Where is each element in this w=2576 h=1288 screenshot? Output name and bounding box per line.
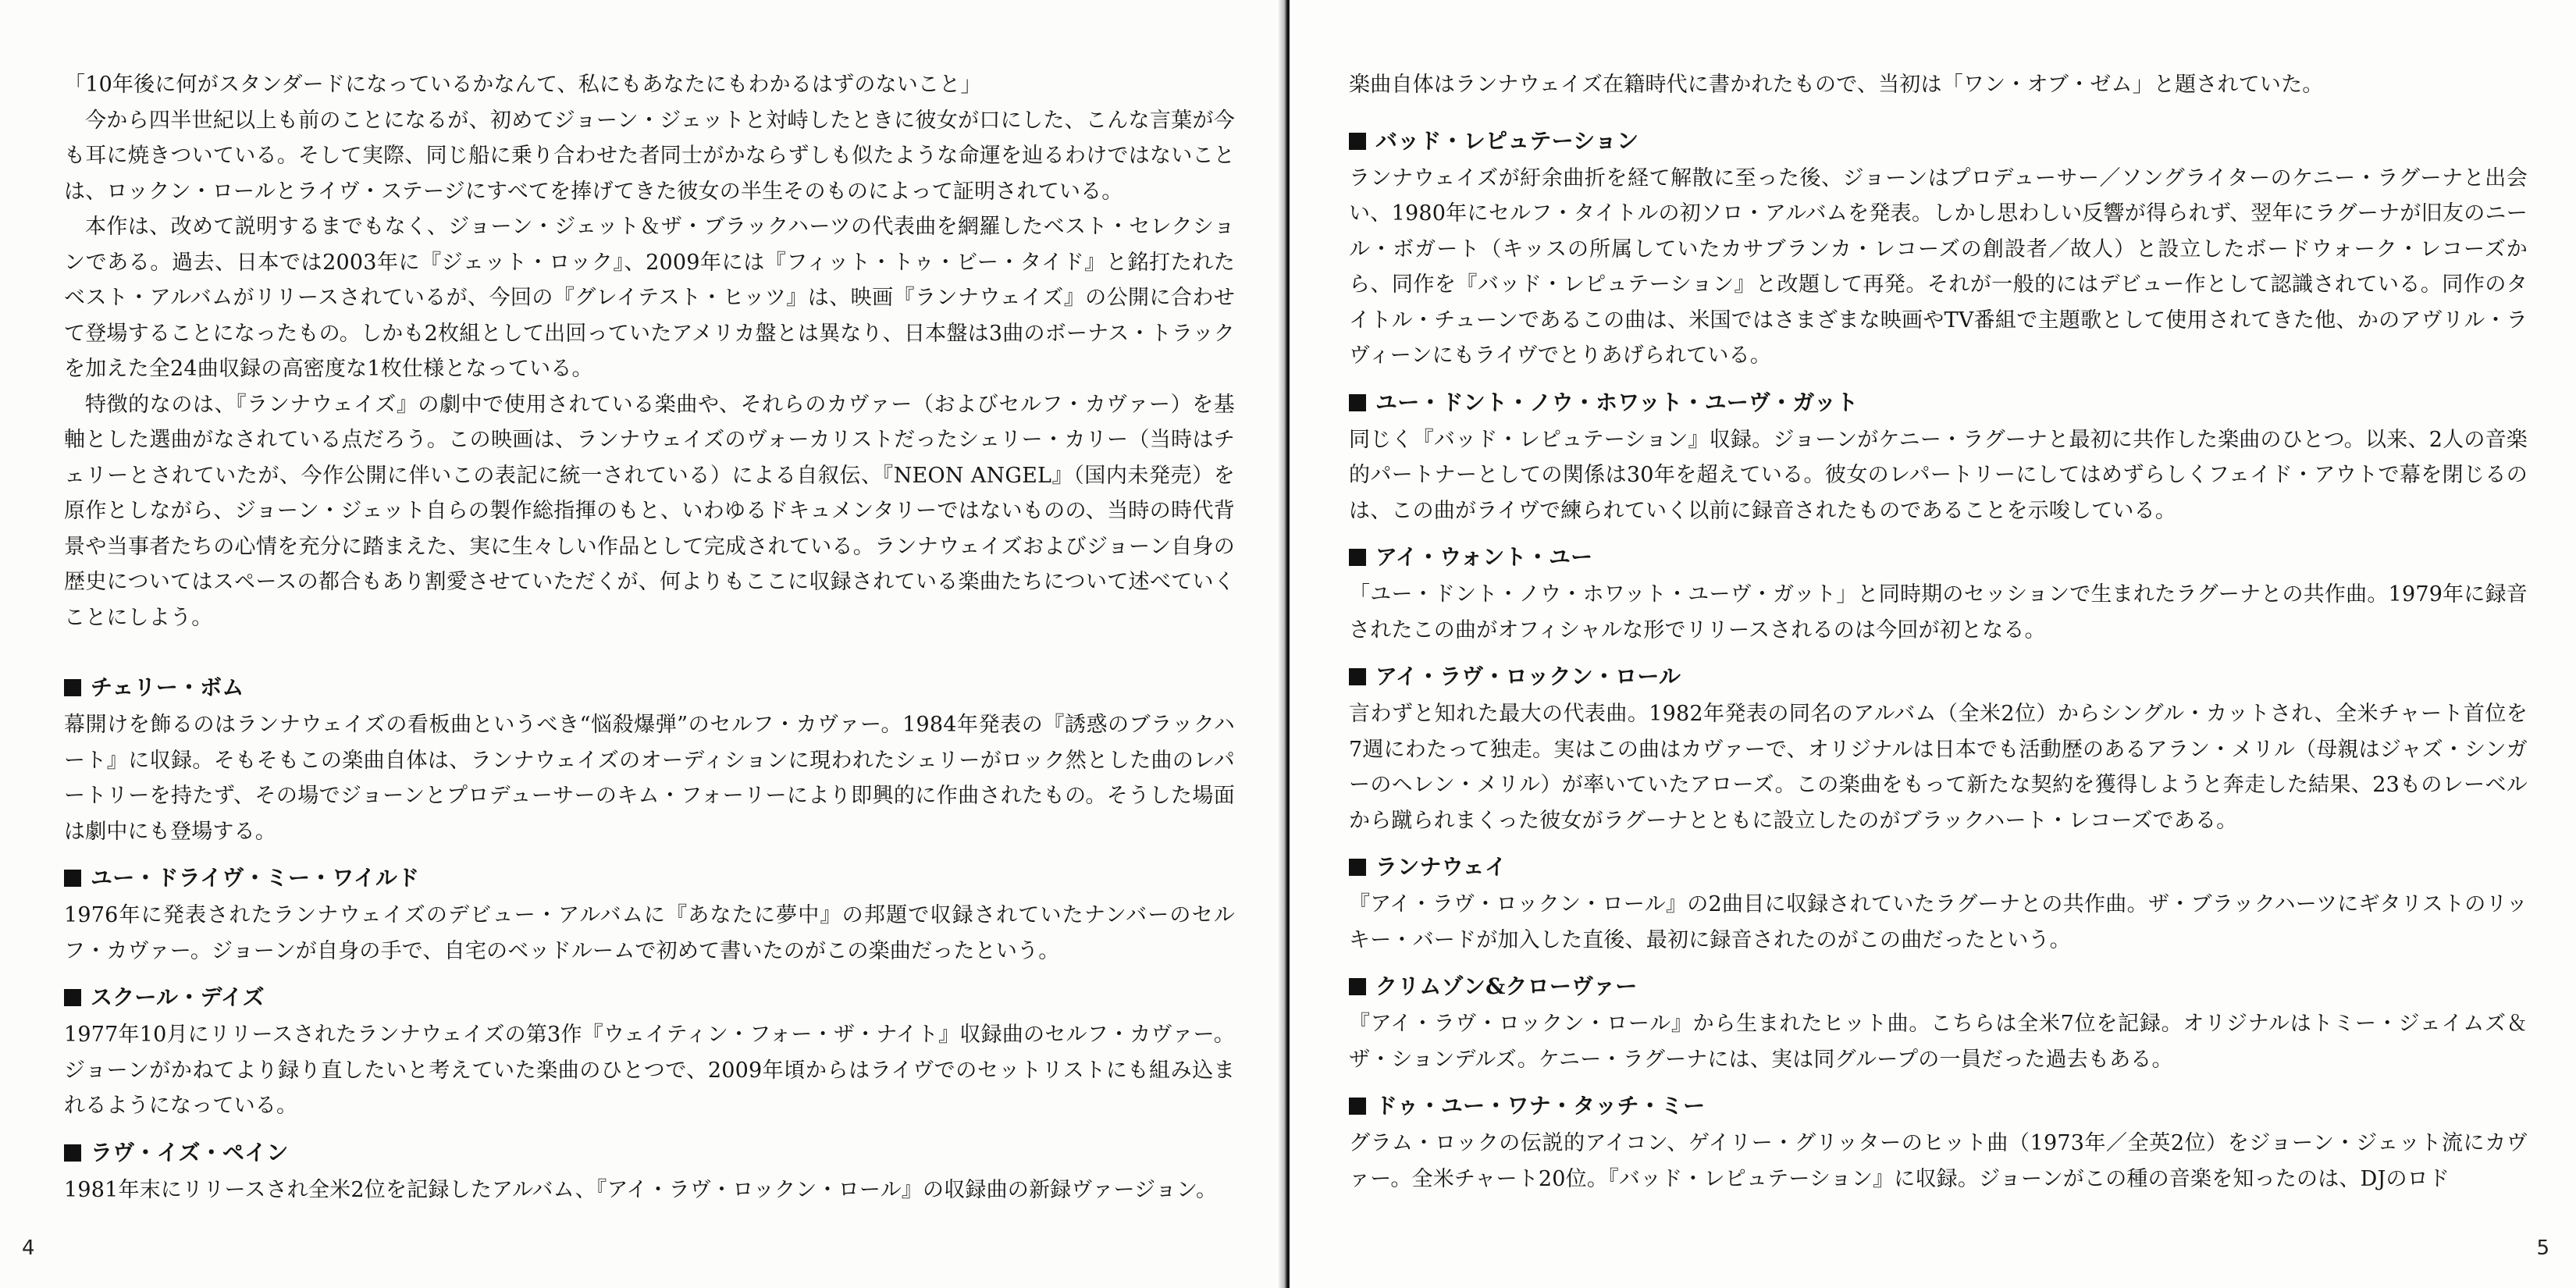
track-description: 言わずと知れた最大の代表曲。1982年発表の同名のアルバム（全米2位）からシングル・カットされ、全米チャート首位を7週にわたって独走。実はこの曲はカヴァーで、オリジナルは日本でも活動歴のあるアラン・メリル（母親はジャズ・シンガーのヘレン・メリル）が率いていたアローズ。この楽曲をもって新たな契約を獲得しようと奔走した結果、23ものレーベルから蹴られまくった彼女がラグーナとともに設立したのがブラックハート・レコーズである。: [1349, 702, 2528, 833]
track-description: グラム・ロックの伝説的アイコン、ゲイリー・グリッターのヒット曲（1973年／全英2位）をジョーン・ジェット流にカヴァー。全米チャート20位。『バッド・レピュテーション』に収録。ジョーンがこの種の音楽を知ったのは、DJのロド: [1349, 1131, 2528, 1191]
track-section: [1349, 383, 2528, 529]
square-bullet-icon: [64, 679, 81, 696]
square-bullet-icon: [64, 1144, 81, 1162]
square-bullet-icon: [1349, 133, 1366, 150]
track-title: ラヴ・イズ・ペイン: [91, 1139, 289, 1165]
track-description: ランナウェイズが紆余曲折を経て解散に至った後、ジョーンはプロデューサー／ソングライターのケニー・ラグーナと出会い、1980年にセルフ・タイトルの初ソロ・アルバムを発表。しかし思わしい反響が得られず、翌年にラグーナが旧友のニール・ボガート（キッスの所属していたカサブランカ・レコーズの創設者／故人）と設立したボードウォーク・レコーズから、同作を『バッド・レピュテーション』と改題して再発。それが一般的にはデビュー作として認識されている。同作のタイトル・チューンであるこの曲は、米国ではさまざまな映画やTV番組で主題歌として使用されてきた他、かのアヴリル・ラヴィーンにもライヴでとりあげられている。: [1349, 165, 2528, 368]
track-section: [64, 859, 1235, 969]
track-section: [64, 978, 1235, 1124]
track-description: 『アイ・ラヴ・ロックン・ロール』の2曲目に収録されていたラグーナとの共作曲。ザ・ブラックハーツにギタリストのリッキー・バードが加入した直後、最初に録音されたのがこの曲だったという。: [1349, 892, 2528, 952]
track-title: ドゥ・ユー・ワナ・タッチ・ミー: [1375, 1093, 1706, 1119]
intro-paragraph: 今から四半世紀以上も前のことになるが、初めてジョーン・ジェットと対峙したときに彼女が口にした、こんな言葉が今も耳に焼きついている。そして実際、同じ船に乗り合わせた者同士がかならずしも似たような命運を辿るわけではないことは、ロックン・ロールとライヴ・ステージにすべてを捧げてきた彼女の半生そのものによって証明されている。: [64, 108, 1235, 204]
intro-paragraph: 特徴的なのは、『ランナウェイズ』の劇中で使用されている楽曲や、それらのカヴァー（およびセルフ・カヴァー）を基軸とした選曲がなされている点だろう。この映画は、ランナウェイズのヴォーカリストだったシェリー・カリー（当時はチェリーとされていたが、今作公開に伴いこの表記に統一されている）による自叙伝、『NEON ANGEL』（国内未発売）を原作としながら、ジョーン・ジェット自らの製作総指揮のもと、いわゆるドキュメンタリーではないものの、当時の時代背景や当事者たちの心情を充分に踏まえた、実に生々しい作品として完成されている。ランナウェイズおよびジョーン自身の歴史についてはスペースの都合もあり割愛させていただくが、何よりもここに収録されている楽曲たちについて述べていくことにしよう。: [64, 392, 1235, 630]
track-heading: [1349, 1087, 2528, 1126]
track-title: アイ・ラヴ・ロックン・ロール: [1375, 664, 1681, 690]
left-page: [0, 0, 1286, 1288]
track-heading: [1349, 383, 2528, 422]
square-bullet-icon: [1349, 549, 1366, 566]
track-section: [1349, 848, 2528, 958]
track-heading: [1349, 967, 2528, 1006]
spacer: [1349, 103, 2528, 122]
track-title: ユー・ドント・ノウ・ホワット・ユーヴ・ガット: [1375, 389, 1859, 415]
track-title: ユー・ドライヴ・ミー・ワイルド: [91, 865, 420, 891]
track-heading: [64, 668, 1235, 707]
square-bullet-icon: [64, 870, 81, 887]
left-text-column: [64, 67, 1235, 1217]
track-title: スクール・デイズ: [91, 984, 265, 1011]
track-heading: [64, 978, 1235, 1017]
track-heading: [1349, 848, 2528, 887]
track-title: チェリー・ボム: [91, 674, 244, 701]
square-bullet-icon: [1349, 394, 1366, 411]
track-heading: [64, 859, 1235, 898]
right-text-column: [1349, 67, 2528, 1206]
intro-paragraph: 本作は、改めて説明するまでもなく、ジョーン・ジェット＆ザ・ブラックハーツの代表曲を網羅したベスト・セレクションである。過去、日本では2003年に『ジェット・ロック』、2009年には『フィット・トゥ・ビー・タイド』と銘打たれたベスト・アルバムがリリースされているが、今回の『グレイテスト・ヒッツ』は、映画『ランナウェイズ』の公開に合わせて登場することになったもの。しかも2枚組として出回っていたアメリカ盤とは異なり、日本盤は3曲のボーナス・トラックを加えた全24曲収録の高密度な1枚仕様となっている。: [64, 215, 1235, 381]
right-page: [1290, 0, 2576, 1288]
track-title: ランナウェイ: [1375, 854, 1507, 881]
track-section: [1349, 538, 2528, 648]
track-section: [1349, 657, 2528, 838]
track-description: 1977年10月にリリースされたランナウェイズの第3作『ウェイティン・フォー・ザ・ナイト』収録曲のセルフ・カヴァー。ジョーンがかねてより録り直したいと考えていた楽曲のひとつで、2009年頃からはライヴでのセットリストにも組み込まれるようになっている。: [64, 1023, 1235, 1118]
page-number: 5: [2536, 1236, 2549, 1260]
continued-paragraph: 楽曲自体はランナウェイズ在籍時代に書かれたもので、当初は「ワン・オブ・ゼム」と題されていた。: [1349, 73, 2324, 97]
square-bullet-icon: [64, 989, 81, 1006]
square-bullet-icon: [1349, 1098, 1366, 1115]
track-description: 幕開けを飾るのはランナウェイズの看板曲というべき“悩殺爆弾”のセルフ・カヴァー。1984年発表の『誘惑のブラックハート』に収録。そもそもこの楽曲自体は、ランナウェイズのオーディションに現われたシェリーがロック然とした曲のレパートリーを持たず、その場でジョーンとプロデューサーのキム・フォーリーにより即興的に作曲されたもの。そうした場面は劇中にも登場する。: [64, 713, 1235, 844]
track-section: [64, 668, 1235, 849]
track-section: [1349, 122, 2528, 374]
square-bullet-icon: [1349, 668, 1366, 685]
spacer: [64, 635, 1235, 668]
track-description: 1976年に発表されたランナウェイズのデビュー・アルバムに『あなたに夢中』の邦題で収録されていたナンバーのセルフ・カヴァー。ジョーンが自身の手で、自宅のベッドルームで初めて書いたのがこの楽曲だったという。: [64, 903, 1235, 963]
track-heading: [64, 1133, 1235, 1172]
track-section: [1349, 1087, 2528, 1197]
track-section: [64, 1133, 1235, 1208]
track-heading: [1349, 538, 2528, 577]
track-title: アイ・ウォント・ユー: [1375, 544, 1593, 571]
track-title: クリムゾン&クローヴァー: [1375, 973, 1638, 1000]
page-number: 4: [22, 1236, 35, 1260]
track-description: 『アイ・ラヴ・ロックン・ロール』から生まれたヒット曲。こちらは全米7位を記録。オリジナルはトミー・ジェイムズ＆ザ・ションデルズ。ケニー・ラグーナには、実は同グループの一員だった過去もある。: [1349, 1012, 2528, 1072]
track-description: 「ユー・ドント・ノウ・ホワット・ユーヴ・ガット」と同時期のセッションで生まれたラグーナとの共作曲。1979年に録音されたこの曲がオフィシャルな形でリリースされるのは今回が初となる。: [1349, 582, 2528, 642]
track-description: 同じく『バッド・レピュテーション』収録。ジョーンがケニー・ラグーナと最初に共作した楽曲のひとつ。以来、2人の音楽的パートナーとしての関係は30年を超えている。彼女のレパートリーにしてはめずらしくフェイド・アウトで幕を閉じるのは、この曲がライヴで練られていく以前に録音されたものであることを示唆している。: [1349, 427, 2528, 523]
intro-quote: 「10年後に何がスタンダードになっているかなんて、私にもあなたにもわかるはずのないこと」: [64, 73, 982, 97]
square-bullet-icon: [1349, 859, 1366, 876]
square-bullet-icon: [1349, 978, 1366, 995]
track-title: バッド・レピュテーション: [1375, 127, 1639, 154]
track-heading: [1349, 657, 2528, 696]
track-section: [1349, 967, 2528, 1077]
track-heading: [1349, 122, 2528, 161]
track-description: 1981年末にリリースされ全米2位を記録したアルバム、『アイ・ラヴ・ロックン・ロール』の収録曲の新録ヴァージョン。: [64, 1177, 1218, 1202]
